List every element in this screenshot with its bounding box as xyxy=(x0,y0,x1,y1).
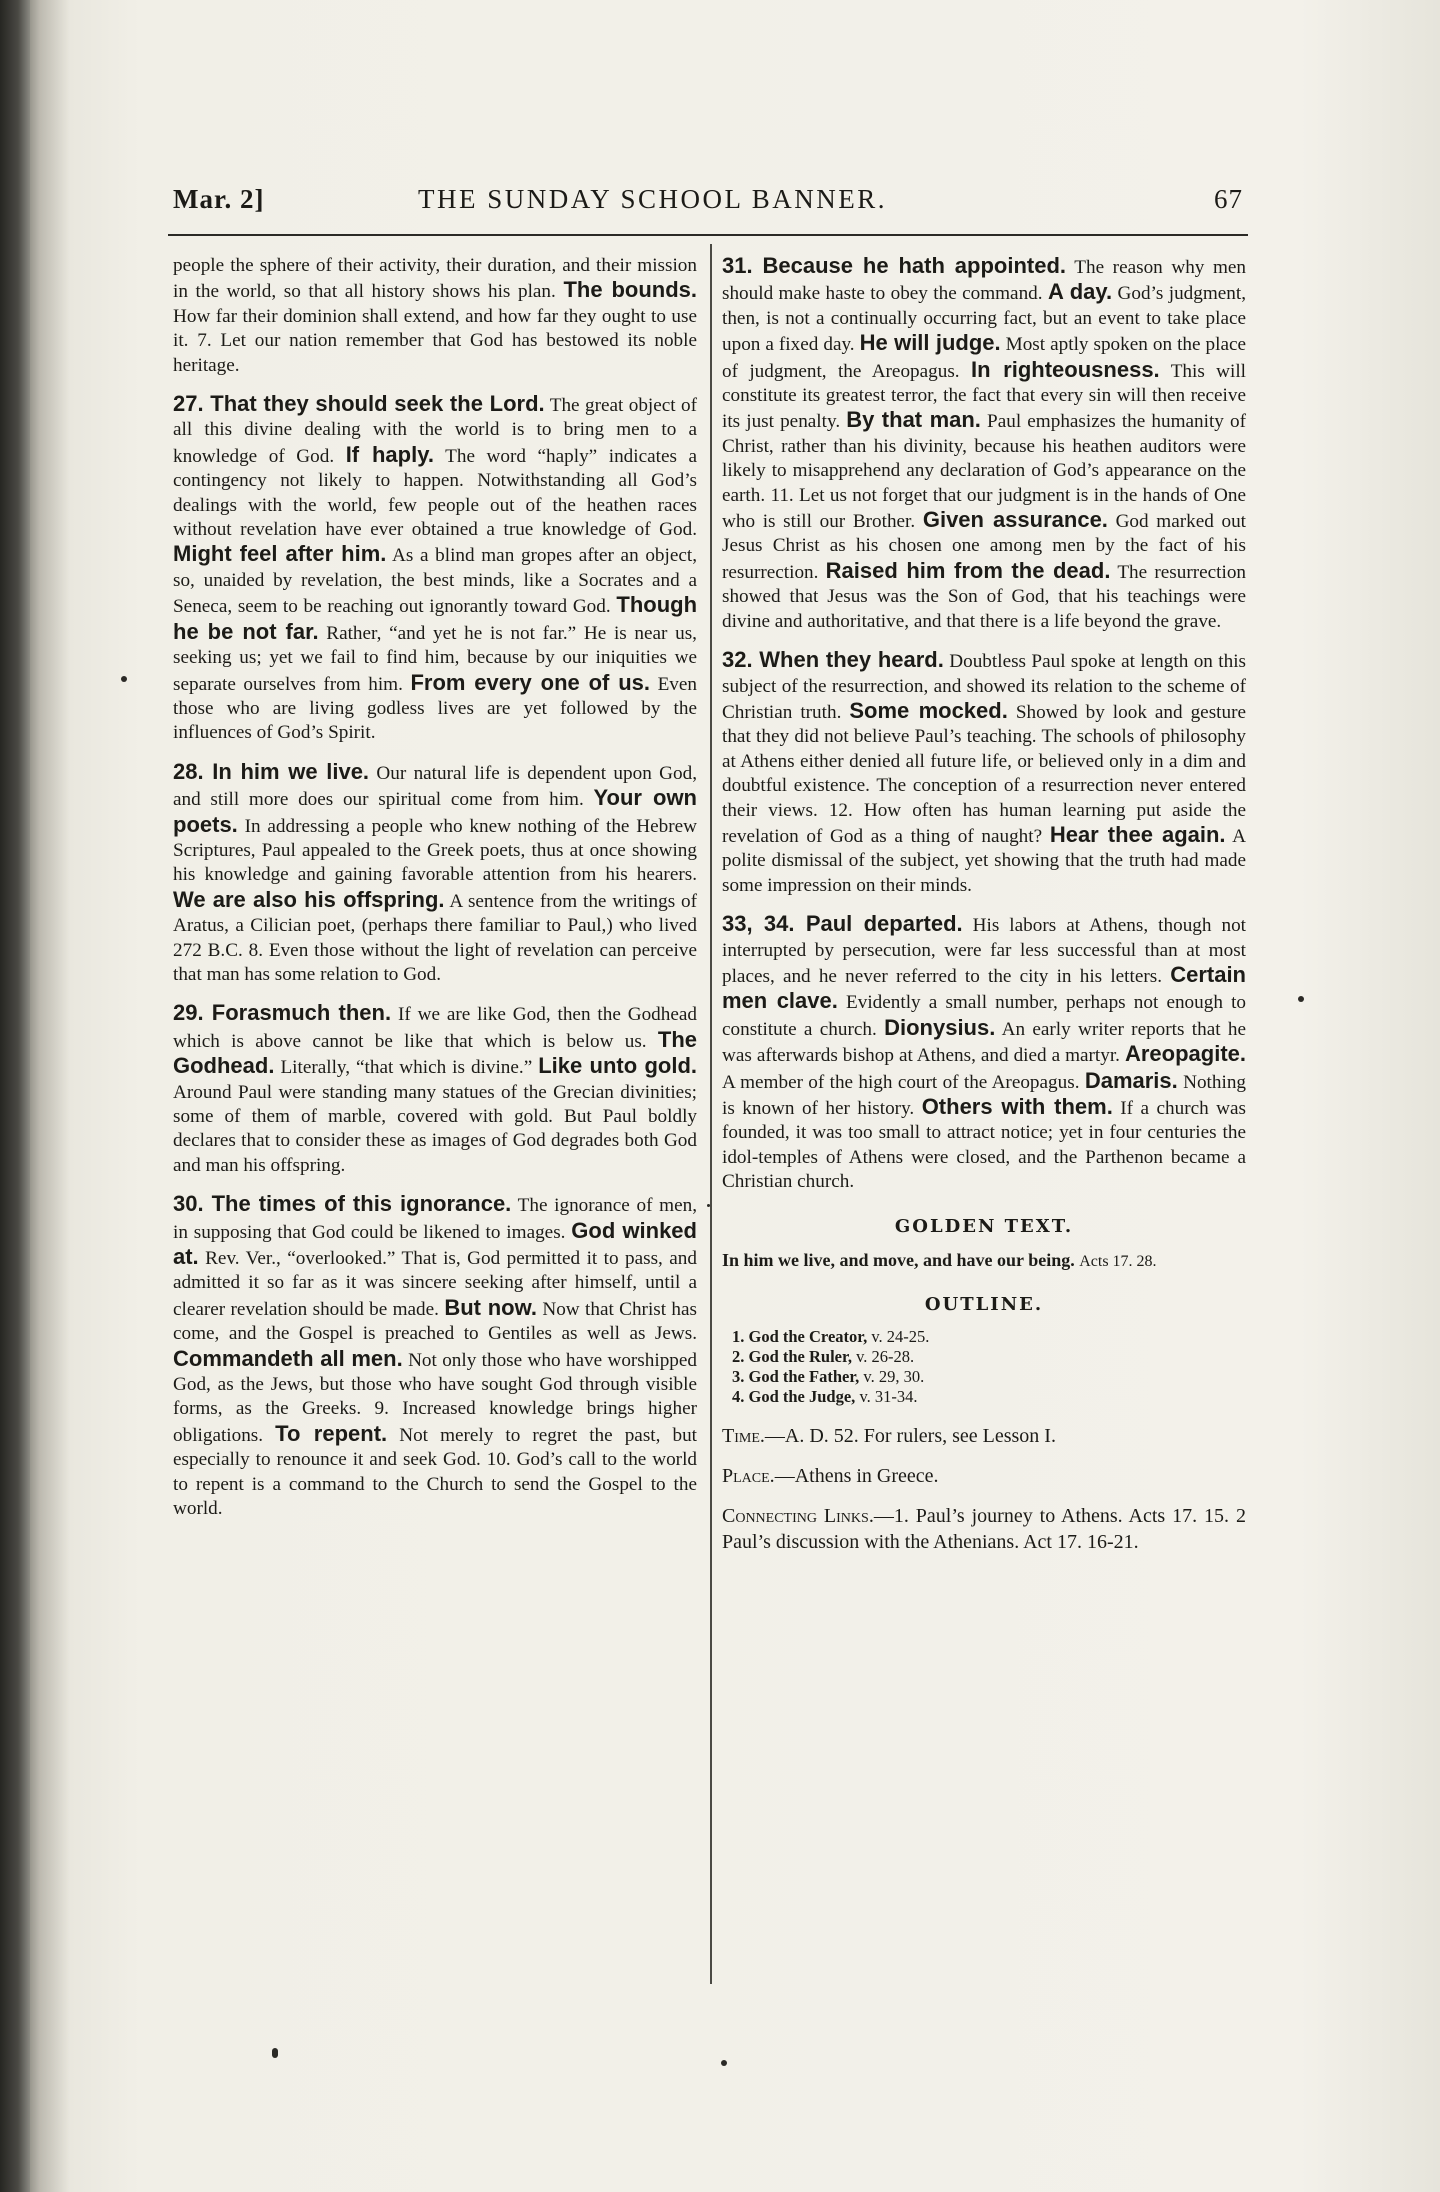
lesson-meta-text: —A. D. 52. For rulers, see Lesson I. xyxy=(764,1425,1056,1448)
verse-commentary: Rather, “and yet he is not far.” He is near us, seeking us; yet we fail to find him, because by our iniquities we separate ourselves from him. xyxy=(173,622,697,695)
verse-commentary: A sentence from the writings of Aratus, a Cilician poet, (perhaps there familiar to Paul,) who lived 272 B.C. 8. Even those without the light of revelation can perceive that man has some relation to God. xyxy=(173,890,697,985)
commentary-paragraph xyxy=(173,1001,697,1178)
outline-item xyxy=(732,1347,1246,1367)
verse-commentary: Now that Christ has come, and the Gospel is preached to Gentiles as well as Jews. xyxy=(173,1298,698,1345)
scan-speck xyxy=(121,676,127,682)
golden-text-reference: Acts 17. 28. xyxy=(1079,1253,1157,1271)
verse-heading: Might feel after him. xyxy=(173,541,387,567)
verse-commentary: Paul emphasizes the humanity of Christ, rather than his divinity, because his heathen auditors were likely to misapprehend any declaration of God’s appearance on the earth. 11. Let us not forget that our judgment is in the hands of One who is still our Brother. xyxy=(722,411,1246,533)
lesson-meta xyxy=(722,1423,1246,1555)
outline-item xyxy=(732,1327,1246,1347)
left-column xyxy=(173,254,697,1536)
verse-commentary: The great object of all this divine dealing with the world is to bring men to a knowledge of God. xyxy=(173,395,698,467)
verse-heading: We are also his offspring. xyxy=(173,886,445,912)
header-title: THE SUNDAY SCHOOL BANNER. xyxy=(418,184,888,214)
verse-commentary: The word “haply” indicates a contingency not likely to happen. Notwithstanding all God’s dealings with the world, few people out of the heathen races without revelation have ever obtained a true knowledge of God. xyxy=(173,445,698,541)
verse-commentary: A member of the high court of the Areopagus. xyxy=(722,1071,1080,1093)
verse-heading: The Godhead. xyxy=(173,1026,698,1079)
verse-heading: Dionysius. xyxy=(884,1014,996,1040)
verse-heading: The bounds. xyxy=(563,277,698,303)
verse-heading: Commandeth all men. xyxy=(173,1345,403,1371)
verse-commentary: Literally, “that which is divine.” xyxy=(280,1057,533,1079)
outline-item xyxy=(732,1387,1246,1407)
verse-commentary: Not only those who have worshipped God, as the Jews, but those who have sought God through visible forms, as the Greeks. 9. Increased knowledge brings higher obligations. xyxy=(173,1349,697,1446)
outline-item-title: 3. God the Father, xyxy=(732,1367,860,1387)
verse-commentary: An early writer reports that he was afterwards bishop at Athens, and died a martyr. xyxy=(722,1018,1246,1067)
scan-speck xyxy=(707,1204,710,1207)
outline-item-title: 4. God the Judge, xyxy=(732,1387,856,1407)
verse-heading: If haply. xyxy=(345,441,434,467)
scan-speck xyxy=(1298,996,1304,1002)
scan-speck xyxy=(721,2060,727,2066)
verse-heading: Damaris. xyxy=(1084,1067,1178,1093)
verse-heading: Others with them. xyxy=(921,1094,1113,1119)
lesson-meta-label: Connecting Links. xyxy=(722,1505,874,1528)
verse-commentary: In addressing a people who knew nothing of the Hebrew Scriptures, Paul appealed to the Greek poets, thus at once showing his knowledge and gaining favorable attention from his hearers. xyxy=(173,815,697,886)
verse-commentary: Doubtless Paul spoke at length on this subject of the resurrection, and showed its relation to the scheme of Christian truth. xyxy=(722,651,1246,723)
column-divider xyxy=(710,244,712,1984)
commentary-paragraph xyxy=(722,912,1246,1194)
verse-heading: 32. When they heard. xyxy=(722,647,944,673)
verse-heading: Your own poets. xyxy=(173,785,697,837)
verse-commentary: Not merely to regret the past, but especially to renounce it and seek God. 10. God’s call to the world to repent is a command to the Church to send the Gospel to the world. xyxy=(173,1424,698,1520)
outline-list xyxy=(722,1327,1246,1407)
right-column xyxy=(722,254,1246,1569)
verse-heading: 29. Forasmuch then. xyxy=(173,1000,392,1026)
verse-commentary: Rev. Ver., “overlooked.” That is, God permitted it to pass, and admitted it so far as it was sincere seeking after himself, until a clearer revelation should be made. xyxy=(173,1248,697,1320)
verse-heading: A day. xyxy=(1047,279,1113,305)
verse-heading: In righteousness. xyxy=(970,356,1160,382)
outline-item-ref: v. 26-28. xyxy=(856,1347,915,1367)
verse-commentary: The reason why men should make haste to obey the command. xyxy=(722,257,1246,305)
verse-commentary: His labors at Athens, though not interrupted by persecution, were far less successful than at most places, and he never referred to the city in his letters. xyxy=(722,915,1246,987)
commentary-paragraph xyxy=(173,392,697,746)
verse-commentary: The resurrection showed that Jesus was the Son of God, that his teachings were divine and authoritative, and that there is a life beyond the grave. xyxy=(722,561,1247,632)
verse-heading: 33, 34. Paul departed. xyxy=(722,911,963,937)
lesson-meta-text: —Athens in Greece. xyxy=(774,1465,939,1488)
verse-heading: Though he be not far. xyxy=(173,592,698,644)
verse-heading: Hear thee again. xyxy=(1049,821,1226,847)
verse-commentary: If a church was founded, it was too small to attract notice; yet in four centuries the idol-temples of Athens were closed, and the Parthenon became a Christian church. xyxy=(722,1098,1247,1193)
commentary-paragraph xyxy=(722,648,1246,898)
verse-heading: By that man. xyxy=(846,407,981,433)
outline-item-ref: v. 29, 30. xyxy=(863,1367,925,1387)
verse-commentary: Evidently a small number, perhaps not enough to constitute a church. xyxy=(722,992,1247,1040)
verse-commentary: Even those who are living godless lives are yet followed by the influences of God’s Spirit. xyxy=(173,673,698,744)
verse-heading: From every one of us. xyxy=(410,669,651,695)
lesson-meta-line xyxy=(722,1423,1246,1449)
commentary-paragraph xyxy=(173,1192,697,1521)
outline-item-ref: v. 24-25. xyxy=(871,1327,930,1347)
verse-heading: Raised him from the dead. xyxy=(825,557,1111,583)
verse-commentary: Around Paul were standing many statues of the Grecian divinities; some of them of marble, covered with gold. But Paul boldly declares that to consider these as images of God degrades both God and man his offspring. xyxy=(173,1081,697,1176)
header-rule xyxy=(168,234,1248,236)
verse-heading: Areopagite. xyxy=(1124,1041,1247,1067)
golden-text-body: In him we live, and move, and have our being. xyxy=(722,1250,1075,1271)
verse-commentary: This will constitute its greatest terror, the fact that every sin will then receive its just penalty. xyxy=(722,360,1246,433)
scan-speck xyxy=(272,2048,278,2058)
verse-heading: Certain men clave. xyxy=(722,961,1246,1014)
verse-commentary: As a blind man gropes after an object, so, unaided by revelation, the best minds, like a Socrates and a Seneca, seem to be reaching out ignorantly toward God. xyxy=(173,545,698,618)
lesson-meta-label: Time. xyxy=(722,1425,765,1448)
verse-commentary: Nothing is known of her history. xyxy=(722,1071,1247,1119)
verse-heading: 31. Because he hath appointed. xyxy=(722,253,1067,278)
verse-heading: 27. That they should seek the Lord. xyxy=(173,391,545,417)
header-date: Mar. 2] xyxy=(173,184,265,214)
outline-item-ref: v. 31-34. xyxy=(859,1387,918,1407)
verse-commentary: A polite dismissal of the subject, yet showing that the truth had made some impression on their minds. xyxy=(722,825,1247,896)
verse-commentary: If we are like God, then the Godhead which is above cannot be like that which is below us. xyxy=(173,1004,697,1052)
verse-heading: Given assurance. xyxy=(922,507,1108,533)
verse-heading: He will judge. xyxy=(859,330,1001,356)
lesson-meta-line xyxy=(722,1503,1246,1555)
golden-text-heading: GOLDEN TEXT. xyxy=(894,1215,1074,1237)
verse-commentary: people the sphere of their activity, their duration, and their mission in the world, so that all history shows his plan. xyxy=(173,255,697,303)
verse-commentary: How far their dominion shall extend, and how far they ought to use it. 7. Let our nation remember that God has bestowed its noble heritage. xyxy=(173,305,697,376)
verse-heading: 28. In him we live. xyxy=(173,758,370,784)
verse-commentary: God marked out Jesus Christ as his chosen one among men by the fact of his resurrection. xyxy=(722,511,1246,583)
right-column-commentary xyxy=(722,254,1246,1195)
outline-item xyxy=(732,1367,1246,1387)
commentary-paragraph xyxy=(173,254,697,378)
verse-heading: But now. xyxy=(444,1294,537,1320)
outline-item-title: 2. God the Ruler, xyxy=(732,1347,852,1367)
verse-heading: 30. The times of this ignorance. xyxy=(173,1191,512,1217)
verse-commentary: Showed by look and gesture that they did not believe Paul’s teaching. The schools of philosophy at Athens either denied all future life, or believed only in a dim and doubtful existence. The conception of a resurrection never entered their views. 12. How often has human learning put aside the revelation of God as a thing of naught? xyxy=(722,701,1246,847)
page-header xyxy=(173,178,1243,224)
lesson-meta-label: Place. xyxy=(722,1465,775,1488)
verse-commentary: God’s judgment, then, is not a continually occurring fact, but an event to take place upon a fixed day. xyxy=(722,283,1247,356)
outline-heading: OUTLINE. xyxy=(924,1294,1044,1316)
verse-commentary: Most aptly spoken on the place of judgment, the Areopagus. xyxy=(722,334,1246,382)
verse-heading: To repent. xyxy=(275,1420,388,1446)
verse-heading: Some mocked. xyxy=(849,697,1008,723)
golden-text xyxy=(722,1249,1246,1273)
verse-commentary: Our natural life is dependent upon God, and still more does our spiritual come from him. xyxy=(173,762,697,811)
lesson-meta-text: —1. Paul’s journey to Athens. Acts 17. 15. 2 Paul’s discussion with the Athenians. Act 17. 16-21. xyxy=(722,1505,1246,1554)
commentary-paragraph xyxy=(173,760,697,988)
header-page-number: 67 xyxy=(1214,184,1243,214)
verse-heading: Like unto gold. xyxy=(538,1053,697,1079)
book-spine-shadow xyxy=(0,0,30,2192)
outline-item-title: 1. God the Creator, xyxy=(732,1327,868,1347)
commentary-paragraph xyxy=(722,254,1246,634)
verse-heading: God winked at. xyxy=(173,1217,697,1270)
lesson-meta-line xyxy=(722,1463,1246,1489)
verse-commentary: The ignorance of men, in supposing that God could be likened to images. xyxy=(173,1195,697,1243)
